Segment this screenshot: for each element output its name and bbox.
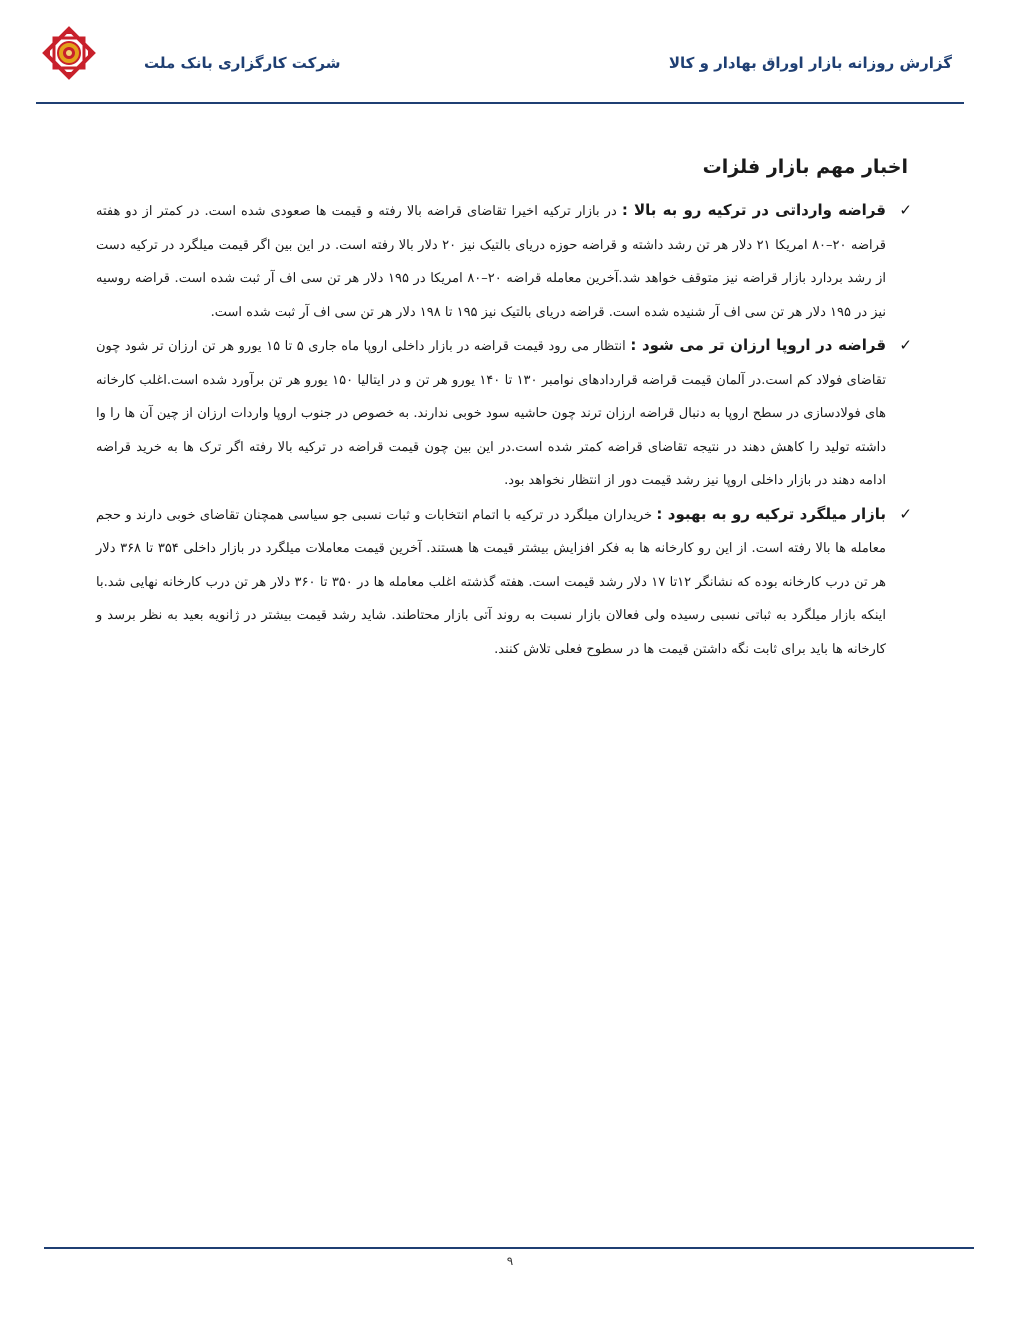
news-item [96, 498, 912, 667]
news-item-heading: قراضه در اروپا ارزان تر می شود : [630, 336, 887, 354]
report-title: گزارش روزانه بازار اوراق بهادار و کالا [668, 54, 952, 72]
bank-mellat-logo-icon [40, 24, 98, 82]
section-title: اخبار مهم بازار فلزات [702, 156, 908, 178]
news-list [96, 194, 912, 666]
company-name: شرکت کارگزاری بانک ملت [144, 54, 341, 72]
main-content [96, 150, 912, 666]
page-header [36, 22, 964, 104]
news-item-heading: بازار میلگرد ترکیه رو به بهبود : [656, 504, 886, 523]
news-item-body: در بازار ترکیه اخیرا تقاضای قراضه بالا رفته و قیمت ها صعودی شده است. در کمتر از دو هفته قراضه ۲۰–۸۰ امریکا ۲۱ دلار هر تن رشد داشته و قراضه حوزه دریای بالتیک نیز ۲۰ دلار بالا رفته است. در این بین اگر قیمت میلگرد در ترکیه دست از رشد بردارد بازار قراضه نیز متوقف خواهد شد.آخرین معامله قراضه ۲۰–۸۰ امریکا در ۱۹۵ دلار هر تن سی اف آر ثبت شده است. قراضه روسیه نیز در ۱۹۵ دلار هر تن سی اف آر شنیده شده است. قراضه دریای بالتیک نیز ۱۹۵ تا ۱۹۸ دلار هر تن سی اف آر ثبت شده است. [96, 204, 886, 320]
news-item-heading: قراضه وارداتی در ترکیه رو به بالا : [621, 201, 886, 219]
news-item-body: خریداران میلگرد در ترکیه با اتمام انتخابات و ثبات نسبی جو سیاسی همچنان تقاضای خوبی دارند و حجم معامله ها بالا رفته است. از این رو کارخانه ها به فکر افزایش بیشتر قیمت ها هستند. آخرین قیمت معاملات میلگرد در بازار داخلی ۳۵۴ تا ۳۶۸ دلار هر تن درب کارخانه بوده که نشانگر ۱۲تا ۱۷ دلار رشد قیمت است. هفته گذشته اغلب معامله ها در ۳۵۰ تا ۳۶۰ دلار هر تن درب کارخانه نهایی شد.با اینکه بازار میلگرد به ثباتی نسبی رسیده ولی فعالان بازار نسبت به روند آتی بازار محتاطند. شاید رشد قیمت بیشتر در ژانویه بعید به نظر برسد و کارخانه ها باید برای ثابت نگه داشتن قیمت ها در سطوح فعلی تلاش کنند. [96, 507, 887, 657]
page-number: ۹ [506, 1254, 514, 1268]
news-item [96, 329, 912, 498]
header-divider [36, 102, 964, 104]
checkmark-icon: ✓ [899, 201, 912, 219]
news-item [96, 194, 912, 329]
checkmark-icon: ✓ [899, 336, 912, 354]
news-item-body: انتظار می رود قیمت قراضه در بازار داخلی اروپا ماه جاری ۵ تا ۱۵ یورو هر تن ارزان تر شود چون تقاضای فولاد کم است.در آلمان قیمت قراضه قراردادهای نوامبر ۱۳۰ تا ۱۴۰ یورو هر تن و در ایتالیا ۱۵۰ یورو هر تن برآورد شده است.اغلب کارخانه های فولادسازی در سطح اروپا به دنبال قراضه ارزان ترند چون حاشیه سود خوبی ندارند. به خصوص در جنوب اروپا واردات ارزان از چین آن ها را وا داشته تولید را کاهش دهند در نتیجه تقاضای قراضه کمتر شده است.در این بین چون قیمت قراضه در ترکیه بالا رفته اگر ترک ها به خرید قراضه ادامه دهند در بازار داخلی اروپا نیز رشد قیمت دور از انتظار نخواهد بود. [96, 339, 886, 488]
footer-divider [44, 1247, 974, 1249]
checkmark-icon: ✓ [899, 504, 912, 523]
